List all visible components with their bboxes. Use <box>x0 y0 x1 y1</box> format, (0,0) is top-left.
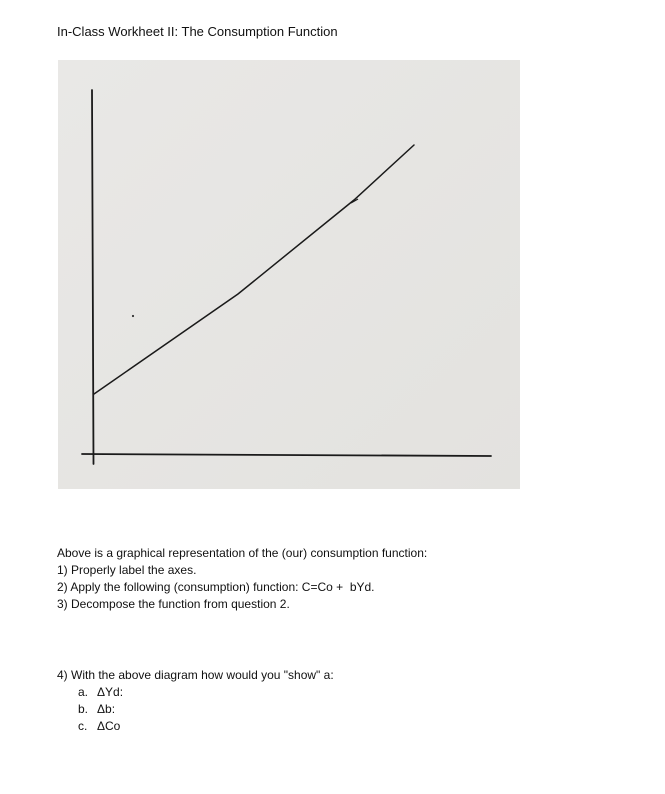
page-title: In-Class Workheet II: The Consumption Function <box>57 24 338 39</box>
step-1: 1) Properly label the axes. <box>57 563 197 577</box>
list-text: ΔCo <box>97 719 121 733</box>
intro-text: Above is a graphical representation of the (our) consumption function: <box>57 546 428 560</box>
list-letter: c. <box>78 719 88 733</box>
list-letter: a. <box>78 685 89 699</box>
list-item <box>78 701 115 718</box>
question-4: 4) With the above diagram how would you "show" a: <box>57 668 334 682</box>
list-letter: b. <box>78 702 89 716</box>
graph-sketch <box>58 60 520 489</box>
list-item <box>78 718 120 735</box>
hand-drawn-graph-photo <box>58 60 520 489</box>
list-item <box>78 684 123 701</box>
instructions-block <box>57 545 427 613</box>
step-3: 3) Decompose the function from question 2. <box>57 597 290 611</box>
list-text: Δb: <box>97 702 116 716</box>
step-2: 2) Apply the following (consumption) function: C=Co + bYd. <box>57 580 375 594</box>
list-text: ΔYd: <box>97 685 124 699</box>
pencil-dot <box>132 315 134 317</box>
